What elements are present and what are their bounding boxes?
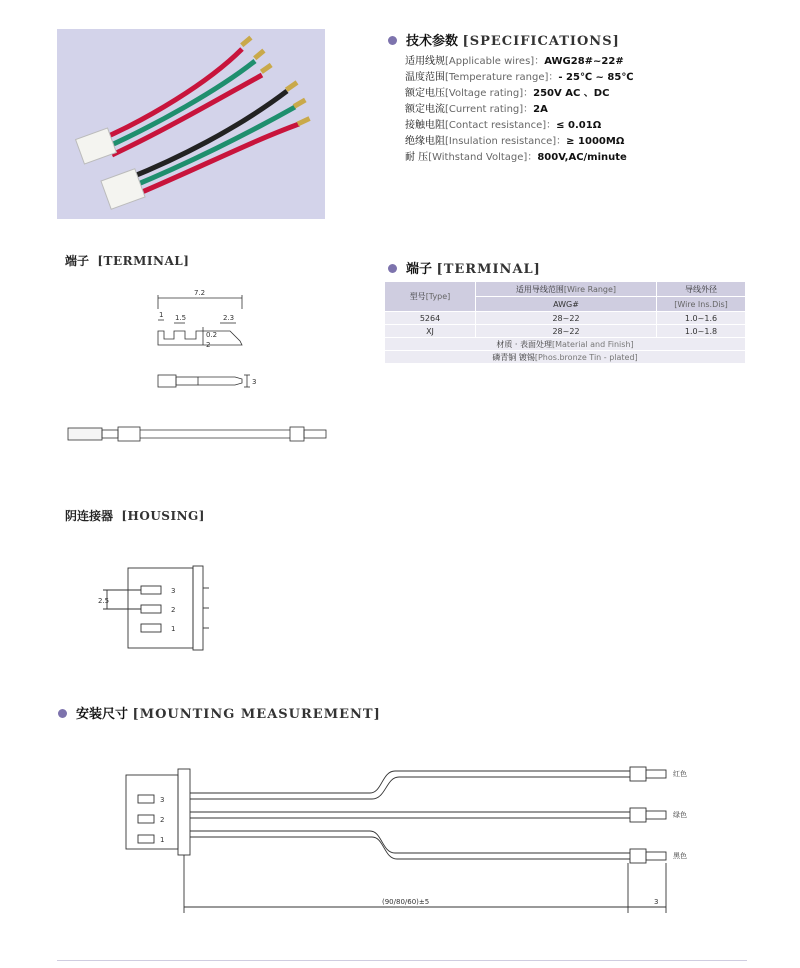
- pin-label: 1: [160, 836, 165, 844]
- housing-drawing: [95, 560, 225, 655]
- housing-pitch-label: 2.5: [98, 597, 110, 605]
- table-row: XJ 28~22 1.0~1.8: [385, 325, 746, 338]
- footer-divider: [57, 960, 747, 961]
- terminal-table-heading: 端子 [TERMINAL]: [388, 258, 541, 277]
- dim-label: 2: [206, 341, 211, 349]
- range-header: 适用导线范围[Wire Range]: [476, 282, 657, 297]
- dim-label: 0.2: [206, 331, 218, 339]
- specifications-title-en: [SPECIFICATIONS]: [462, 34, 620, 49]
- material-row: 材质 · 表面处理[Material and Finish]: [385, 338, 746, 351]
- dim-label: 1: [159, 311, 164, 319]
- mounting-heading: 安装尺寸 [MOUNTING MEASUREMENT]: [58, 703, 381, 722]
- product-photo: [57, 29, 325, 219]
- specifications-list: [405, 54, 633, 166]
- wire-color-label: 红色: [673, 770, 687, 778]
- spec-row: 适用线规[Applicable wires]：AWG28#~22#: [405, 56, 624, 67]
- bullet-dot-icon: [388, 264, 397, 273]
- type-header: 型号[Type]: [385, 282, 476, 312]
- spec-row: 额定电压[Voltage rating]：250V AC 、DC: [405, 88, 610, 99]
- spec-row: 温度范围[Temperature range]：- 25℃ ~ 85℃: [405, 72, 634, 83]
- dia-header: 导线外径: [657, 282, 746, 297]
- pin-label: 3: [171, 587, 176, 595]
- wire-harness-illustration: [57, 29, 325, 219]
- spec-row: 额定电流[Current rating]：2A: [405, 104, 548, 115]
- dim-label: 3: [252, 378, 257, 386]
- wire-color-label: 黑色: [673, 852, 687, 860]
- pin-label: 2: [171, 606, 176, 614]
- dia-header-en: [Wire Ins.Dis]: [674, 299, 728, 309]
- pin-label: 1: [171, 625, 176, 633]
- dim-label: 7.2: [194, 289, 206, 297]
- housing-section-title: 阴连接器 [HOUSING]: [65, 509, 205, 523]
- wire-color-label: 绿色: [673, 811, 687, 819]
- bullet-dot-icon: [388, 36, 397, 45]
- finish-row: 磷青铜 镀锡[Phos.bronze Tin - plated]: [385, 351, 746, 364]
- terminal-spec-table: [384, 281, 746, 364]
- spec-row: 绝缘电阻[Insulation resistance]：≥ 1000MΩ: [405, 136, 625, 147]
- terminal-section-title: 端子 [TERMINAL]: [65, 254, 190, 268]
- pin-label: 3: [160, 796, 165, 804]
- table-row: 5264 28~22 1.0~1.6: [385, 312, 746, 325]
- terminal-drawing: [60, 285, 340, 450]
- specifications-title-cn: 技术参数: [406, 34, 459, 49]
- dim-label: 1.5: [175, 314, 187, 322]
- spec-row: 接触电阻[Contact resistance]：≤ 0.01Ω: [405, 120, 602, 131]
- specifications-heading: [388, 30, 620, 49]
- bullet-dot-icon: [58, 709, 67, 718]
- awg-header: AWG#: [476, 297, 657, 312]
- mounting-drawing: [120, 755, 720, 920]
- dim-label: 2.3: [223, 314, 235, 322]
- end-dim-label: 3: [654, 898, 659, 906]
- length-dim-label: (90/80/60)±5: [382, 898, 430, 906]
- spec-row: 耐 压[Withstand Voltage]：800V,AC/minute: [405, 152, 627, 163]
- pin-label: 2: [160, 816, 165, 824]
